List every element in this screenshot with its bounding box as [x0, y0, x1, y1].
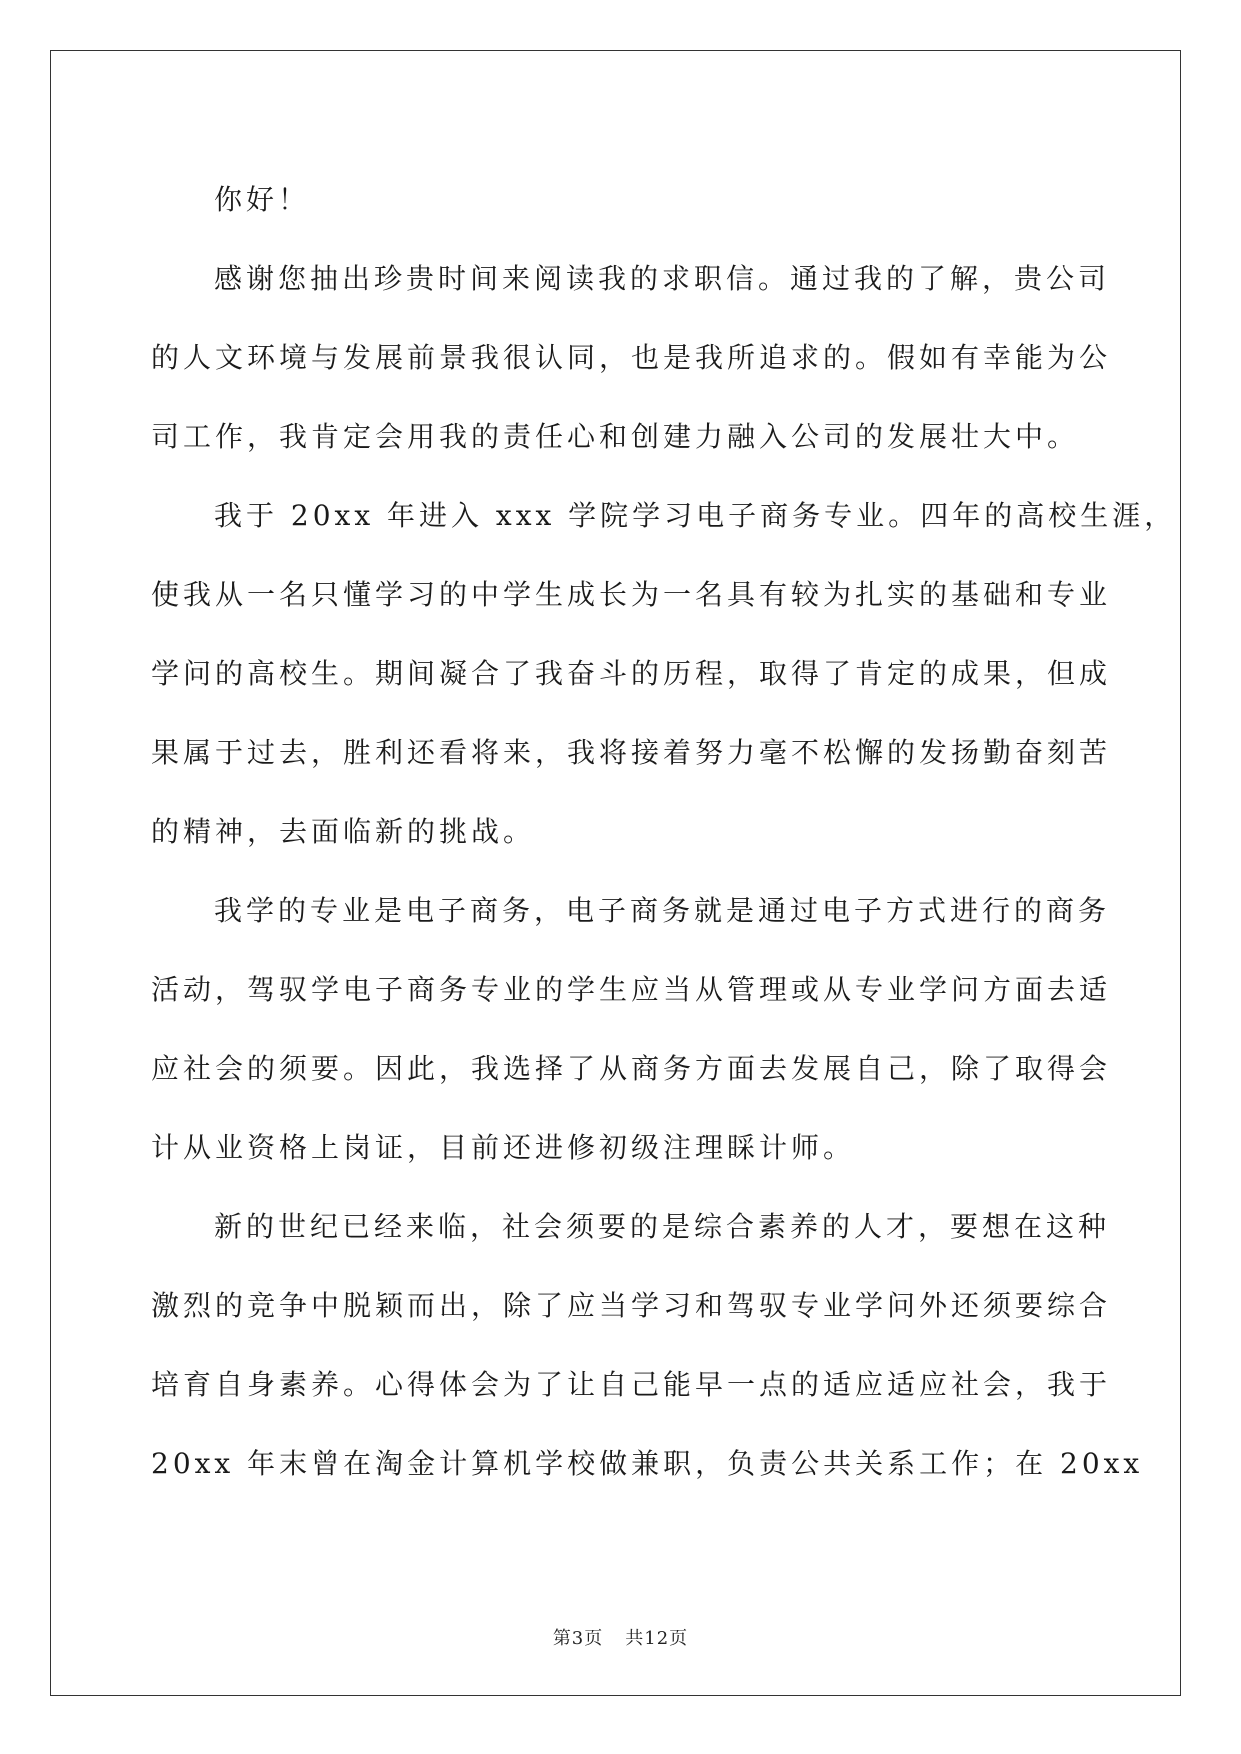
paragraph-line: 应社会的须要。因此，我选择了从商务方面去发展自己，除了取得会	[151, 1052, 1112, 1085]
page-number-current: 第3页	[552, 1628, 604, 1649]
paragraph-line: 计从业资格上岗证，目前还进修初级注理睬计师。	[151, 1131, 856, 1164]
paragraph-line: 我学的专业是电子商务，电子商务就是通过电子方式进行的商务	[214, 894, 1111, 927]
paragraph-line: 激烈的竞争中脱颖而出，除了应当学习和驾驭专业学问外还须要综合	[151, 1289, 1112, 1322]
paragraph-line: 使我从一名只懂学习的中学生成长为一名具有较为扎实的基础和专业	[151, 578, 1112, 611]
paragraph-line: 的人文环境与发展前景我很认同，也是我所追求的。假如有幸能为公	[151, 341, 1112, 374]
paragraph-line: 20xx 年末曾在淘金计算机学校做兼职，负责公共关系工作；在 20xx	[151, 1447, 1144, 1480]
paragraph-line: 的精神，去面临新的挑战。	[151, 815, 536, 848]
paragraph-line: 学问的高校生。期间凝合了我奋斗的历程，取得了肯定的成果，但成	[151, 657, 1112, 690]
paragraph-line: 司工作，我肯定会用我的责任心和创建力融入公司的发展壮大中。	[151, 420, 1080, 453]
paragraph-line: 活动，驾驭学电子商务专业的学生应当从管理或从专业学问方面去适	[151, 973, 1112, 1006]
paragraph-line: 果属于过去，胜利还看将来，我将接着努力毫不松懈的发扬勤奋刻苦	[151, 736, 1112, 769]
paragraph-line: 感谢您抽出珍贵时间来阅读我的求职信。通过我的了解，贵公司	[214, 262, 1111, 295]
paragraph-line: 培育自身素养。心得体会为了让自己能早一点的适应适应社会，我于	[151, 1368, 1112, 1401]
paragraph-line: 我于 20xx 年进入 xxx 学院学习电子商务专业。四年的高校生涯，	[214, 499, 1177, 532]
document-body	[151, 160, 1177, 1503]
page-number-total: 共12页	[625, 1628, 689, 1649]
page-footer	[0, 1627, 1241, 1651]
paragraph-line: 新的世纪已经来临，社会须要的是综合素养的人才，要想在这种	[214, 1210, 1111, 1243]
greeting-line: 你好！	[214, 183, 311, 216]
